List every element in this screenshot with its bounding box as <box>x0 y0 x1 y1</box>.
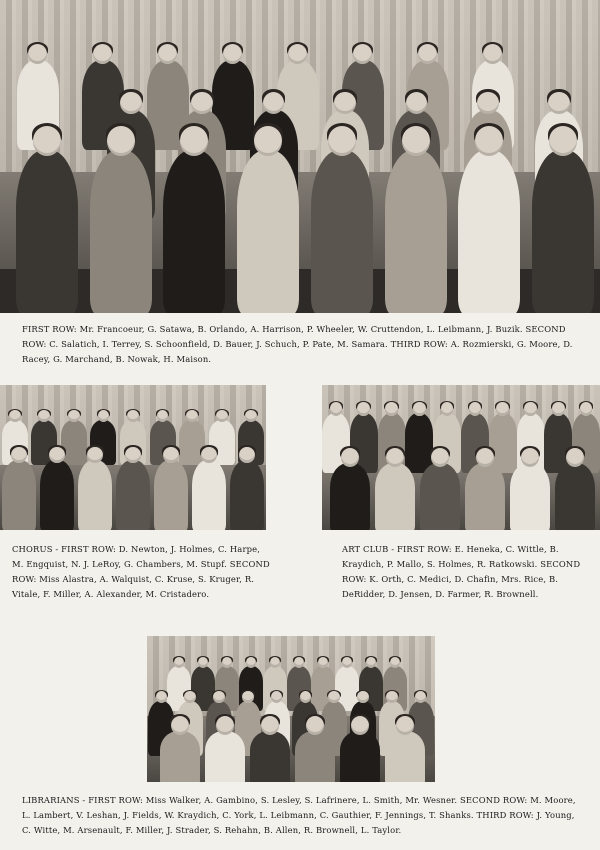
person-head <box>580 402 593 415</box>
person-head <box>357 691 369 703</box>
person-figure <box>555 463 595 530</box>
person-figure <box>192 460 226 530</box>
person-figure <box>420 463 460 530</box>
person-head <box>127 410 139 422</box>
person-figure <box>154 460 188 530</box>
person-head <box>254 126 282 155</box>
person-head <box>431 448 449 467</box>
person-head <box>549 126 577 155</box>
person-head <box>93 44 112 64</box>
person-head <box>357 402 370 415</box>
person-head <box>351 716 369 735</box>
person-figure <box>405 413 433 473</box>
person-figure <box>340 731 380 782</box>
person-figure <box>230 460 264 530</box>
person-head <box>396 716 414 735</box>
person-figure <box>465 463 505 530</box>
person-head <box>385 402 398 415</box>
chorus-caption-text: CHORUS - FIRST ROW: D. Newton, J. Holmes, C. Harpe, M. Engquist, N. J. LeRoy, G. Chambers, M. Stupf. SECOND ROW: Miss Alastra, A. Walquist, C. Kruse, S. Kruger, R. Vitale, F. Miller, A. Alexander, M. Cristadero. <box>12 544 270 599</box>
person-head <box>496 402 509 415</box>
homeroom-caption <box>22 322 580 367</box>
chorus-caption <box>12 542 270 602</box>
homeroom-photo <box>0 0 600 313</box>
person-head <box>306 716 324 735</box>
person-head <box>125 447 140 463</box>
person-head <box>239 447 254 463</box>
person-head <box>521 448 539 467</box>
person-head <box>418 44 437 64</box>
person-figure <box>163 150 225 313</box>
person-head <box>201 447 216 463</box>
person-figure <box>510 463 550 530</box>
person-head <box>476 448 494 467</box>
person-head <box>261 716 279 735</box>
person-head <box>477 92 499 115</box>
person-figure <box>375 463 415 530</box>
person-head <box>566 448 584 467</box>
person-figure <box>78 460 112 530</box>
person-figure <box>116 460 150 530</box>
person-figure <box>205 731 245 782</box>
person-head <box>180 126 208 155</box>
person-figure <box>16 150 78 313</box>
person-head <box>469 402 482 415</box>
person-head <box>68 410 80 422</box>
person-head <box>386 448 404 467</box>
person-figure <box>237 150 299 313</box>
person-head <box>483 44 502 64</box>
person-figure <box>532 150 594 313</box>
art-club-caption <box>342 542 592 602</box>
person-figure <box>90 150 152 313</box>
person-figure <box>458 150 520 313</box>
person-head <box>158 44 177 64</box>
person-head <box>402 126 430 155</box>
person-head <box>107 126 135 155</box>
person-head <box>191 92 213 115</box>
person-head <box>9 410 21 422</box>
librarians-caption-text: LIBRARIANS - FIRST ROW: Miss Walker, A. Gambino, S. Lesley, S. Lafrinere, L. Smith, Mr. Wesner. SECOND ROW: M. Moore, L. Lambert, V. Leshan, J. Fields, W. Kraydich, C. York, L. Leibmann, C. Gauthier, F. Jennings, T. Shanks. THIRD ROW: J. Young, C. Witte, M. Arsenault, F. Miller, J. Strader, S. Rehahn, B. Allen, R. Brownell, L. Taylor. <box>22 795 576 835</box>
homeroom-caption-text: FIRST ROW: Mr. Francoeur, G. Satawa, B. Orlando, A. Harrison, P. Wheeler, W. Cruttendon, L. Leibmann, J. Buzik. SECOND ROW: C. Salatich, I. Terrey, S. Schoonfield, D. Bauer, J. Schuch, P. Pate, M. Samara. THIRD ROW: A. Rozmierski, G. Moore, D. Racey, G. Marchand, B. Nowak, H. Maison. <box>22 324 573 364</box>
art-club-photo <box>322 385 600 530</box>
person-figure <box>2 460 36 530</box>
person-head <box>28 44 47 64</box>
person-head <box>413 402 426 415</box>
librarians-photo <box>147 636 435 782</box>
person-head <box>328 126 356 155</box>
person-figure <box>295 731 335 782</box>
person-head <box>87 447 102 463</box>
chorus-photo <box>0 385 266 530</box>
person-figure <box>40 460 74 530</box>
person-head <box>49 447 64 463</box>
person-head <box>11 447 26 463</box>
person-head <box>33 126 61 155</box>
person-head <box>475 126 503 155</box>
person-head <box>216 410 228 422</box>
person-head <box>120 92 142 115</box>
person-figure <box>311 150 373 313</box>
person-head <box>552 402 565 415</box>
person-head <box>213 691 225 703</box>
person-figure <box>385 731 425 782</box>
librarians-caption <box>22 793 582 838</box>
person-head <box>353 44 372 64</box>
person-figure <box>61 420 87 465</box>
person-figure <box>385 150 447 313</box>
person-head <box>330 402 343 415</box>
person-head <box>223 44 242 64</box>
person-head <box>242 691 254 703</box>
person-head <box>334 92 356 115</box>
person-figure <box>160 731 200 782</box>
person-head <box>216 716 234 735</box>
person-head <box>441 402 454 415</box>
art-club-caption-text: ART CLUB - FIRST ROW: E. Heneka, C. Wittle, B. Kraydich, P. Mallo, S. Holmes, R. Ratkowski. SECOND ROW: K. Orth, C. Medici, D. Chafin, Mrs. Rice, B. DeRidder, D. Jensen, D. Farmer, R. Brownell. <box>342 544 581 599</box>
person-head <box>288 44 307 64</box>
person-figure <box>250 731 290 782</box>
person-head <box>524 402 537 415</box>
person-head <box>386 691 398 703</box>
person-figure <box>330 463 370 530</box>
person-head <box>163 447 178 463</box>
person-head <box>171 716 189 735</box>
person-head <box>341 448 359 467</box>
